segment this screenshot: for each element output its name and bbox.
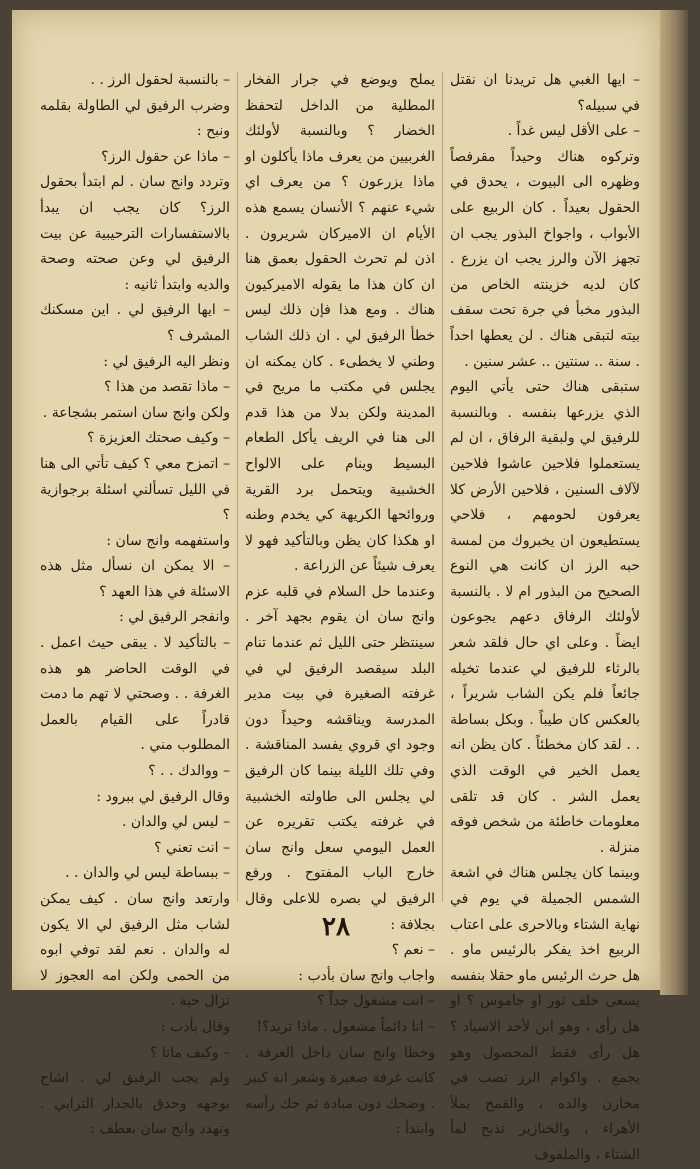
paragraph: – وكيف ماتا ؟	[150, 1044, 230, 1061]
paragraph: واستفهمه وانج سان :	[106, 532, 230, 549]
paragraph: ولكن وانج سان استمر بشجاعة .	[42, 404, 230, 421]
paragraph: – انت تعني ؟	[154, 839, 230, 856]
paragraph: ونظر اليه الرفيق لي :	[103, 353, 230, 370]
column-left	[40, 68, 230, 1138]
book-page	[12, 10, 660, 1163]
paragraph: وارتعد وانج سان . كيف يمكن لشاب مثل الرفيق لي الا يكون له والدان . نعم لقد توفي ابوه من الحمى ولكن امه العجوز لا تزال حية .	[40, 891, 230, 1010]
paragraph: – انا دائماً مشغول . ماذا تريد؟!	[256, 1018, 435, 1035]
column-divider	[237, 72, 238, 902]
paragraph: – على الأقل ليس غداً .	[507, 123, 640, 140]
paragraph: وقال بأدب :	[160, 1018, 230, 1035]
paragraph: وبينما كان يجلس هناك في اشعة الشمس الجميلة في يوم في نهاية الشتاء وبالاحرى على اعتاب الربيع اخذ يفكر بالرئيس ماو . هل حرث الرئيس ماو حقلا بنفسه يسعى خلف ثور او جاموس ؟ او هل رأى ، وهو ابن لأحد الاسياد ؟ هل رأى فقط المحصول وهو يجمع ، واكوام الرز تصب في مخازن والده ، والقمح يملأ الأهراء ، والخنازير تذبح لمأ الشتاء ، والملفوف	[450, 865, 640, 1163]
page-number: ٢٨	[322, 912, 350, 942]
paragraph: وتركوه هناك وحيداً مقرفصاً وظهره الى البيوت ، يحدق في الحقول بعيداً . كان الربيع على الأبواب ، واجواخ البذور يجب ان تجهز الآن والرز يجب ان يزرع . كان لديه خزينته الخاص من البذور مخبأ في جرة تحت سقف بيته لتبقى هناك . لن يعطها احداً . سنة .. سنتين .. عشر سنين .	[450, 148, 640, 370]
page-edge	[660, 10, 688, 995]
paragraph: – انت مشغول جداً ؟	[317, 993, 435, 1010]
paragraph: – ووالدك . . ؟	[148, 763, 230, 780]
paragraph: يملح ويوضع في جرار الفخار المطلية من الداخل لتحفظ الخضار ؟ وبالنسبة لأولئك الغربيين من يعرف ماذا يأكلون او ماذا يزرعون ؟ من يعرف اي شيء عنهم ؟ الأنسان يسمع هذه الأيام ان الاميركان شريرون . اذن لم تحرث الحقول بعمق هنا ان كان هذا ما يقوله الاميركيون هناك . ومع هذا فإن ذلك ليس خطأ الرفيق لي . ان ذلك الشاب وطني لا يخطىء . كان يمكنه ان يجلس في مكتب ما مريح في المدينة ولكن بدلا من هذا قدم الى هنا في الريف يأكل الطعام البسيط وينام على الالواح الخشبية ويتحمل برد القرية وروائحها الكريهة كي يخدم وطنه او هكذا كان يظن وبالتأكيد فهو لا يعرف شيئاً عن الزراعة .	[245, 72, 435, 575]
paragraph: – اتمزح معي ؟ كيف تأتي الى هنا في الليل تسألني اسئلة برجوازية ؟	[40, 455, 230, 524]
paragraph: – نعم ؟	[391, 942, 435, 959]
paragraph: واجاب وانج سان بأدب :	[298, 967, 435, 984]
paragraph: ولم يجب الرفيق لي . اشاح بوجهه وحدق بالجدار الترابي . وتهدد وانج سان بعطف :	[40, 1070, 230, 1138]
paragraph: وخطا وانج سان داخل الغرفة . كانت غرفة صغيرة وشعر انه كبير . وضحك دون مبادة ثم حك رأسه وابتدأ :	[245, 1044, 435, 1138]
paragraph: ستبقى هناك حتى يأتي اليوم الذي يزرعها بنفسه . وبالنسبة للرفيق لي ولبقية الرفاق ، ان لم يستعملوا فلاحين عاشوا فلاحين لآلاف السنين ، فلاحين الأرض كلا يعرفون لحومهم ، فلاحي يستطيعون ان يخبروك من لمسة حبه الرز ان كانت هي النوع الصحيح من البذور ام لا . بالنسبة لأولئك الرفاق دعهم يجوعون ايضاً . وعلى اي حال فلقد شعر بالرثاء للرفيق لي عندما تخيله جائعاً فلم يكن الشاب شريراً ، بالعكس كان طيباً . وبكل بساطة . . لقد كان مخطئاً . كان يظن انه يعمل الخير في الوقت الذي يعمل الشر . كان قد تلقى معلومات خاطئة من شخص فوقه منزلة .	[450, 379, 640, 856]
paragraph: – وكيف صحتك العزيزة ؟	[87, 430, 230, 447]
paragraph: وتردد وانج سان . لم ابتدأ بحقول الرز؟ كان يجب ان يبدأ بالاستفسارات الترحيبية عن بيت الرفيق لي وعن صحته وصحة والديه وابتدأ ثانيه :	[40, 174, 230, 293]
paragraph: وقال الرفيق لي ببرود :	[96, 788, 230, 805]
paragraph: – الا يمكن ان نسأل مثل هذه الاسئلة في هذا العهد ؟	[40, 558, 230, 600]
paragraph: – ماذا عن حقول الرز؟	[101, 148, 230, 165]
column-divider	[442, 72, 443, 902]
paragraph: – ايها الرفيق لي . اين مسكنك المشرف ؟	[40, 302, 230, 344]
paragraph: – بالتأكيد لا . يبقى حيث اعمل . في الوقت الحاضر هو هذه الغرفة . . وصحتي لا تهم ما دمت قادراً على القيام بالعمل المطلوب مني .	[40, 635, 230, 754]
paragraph: – ماذا تقصد من هذا ؟	[104, 379, 230, 396]
paragraph: – ببساطة ليس لي والدان . .	[65, 865, 230, 882]
column-right	[450, 68, 640, 1163]
paragraph: – بالنسبة لحقول الرز . .	[90, 72, 230, 88]
paragraph: وعندما حل السلام في قلبه عزم وانج سان ان يقوم بجهد آخر . سينتظر حتى الليل ثم عندما تنام البلد سيقصد الرفيق لي في غرفته الصغيرة في بيت مدير المدرسة ويناقشه وحيداً دون وجود اي قروي يفسد المناقشة . وفي تلك الليلة بينما كان الرفيق لي يجلس الى طاولته الخشبية في غرفته يكتب تقريره عن العمل اليومي سعل وانج سان خارج الباب المفتوح . ورفع الرفيق لي بصره للاعلى وقال بجلافة :	[245, 583, 435, 933]
paragraph: وانفجر الرفيق لي :	[119, 609, 230, 626]
paragraph: وضرب الرفيق لي الطاولة بقلمه ونبح :	[40, 97, 230, 140]
paragraph: – ايها الغبي هل تريدنا ان نقتل في سبيله؟	[450, 72, 640, 114]
paragraph: – ليس لي والدان .	[122, 814, 230, 831]
